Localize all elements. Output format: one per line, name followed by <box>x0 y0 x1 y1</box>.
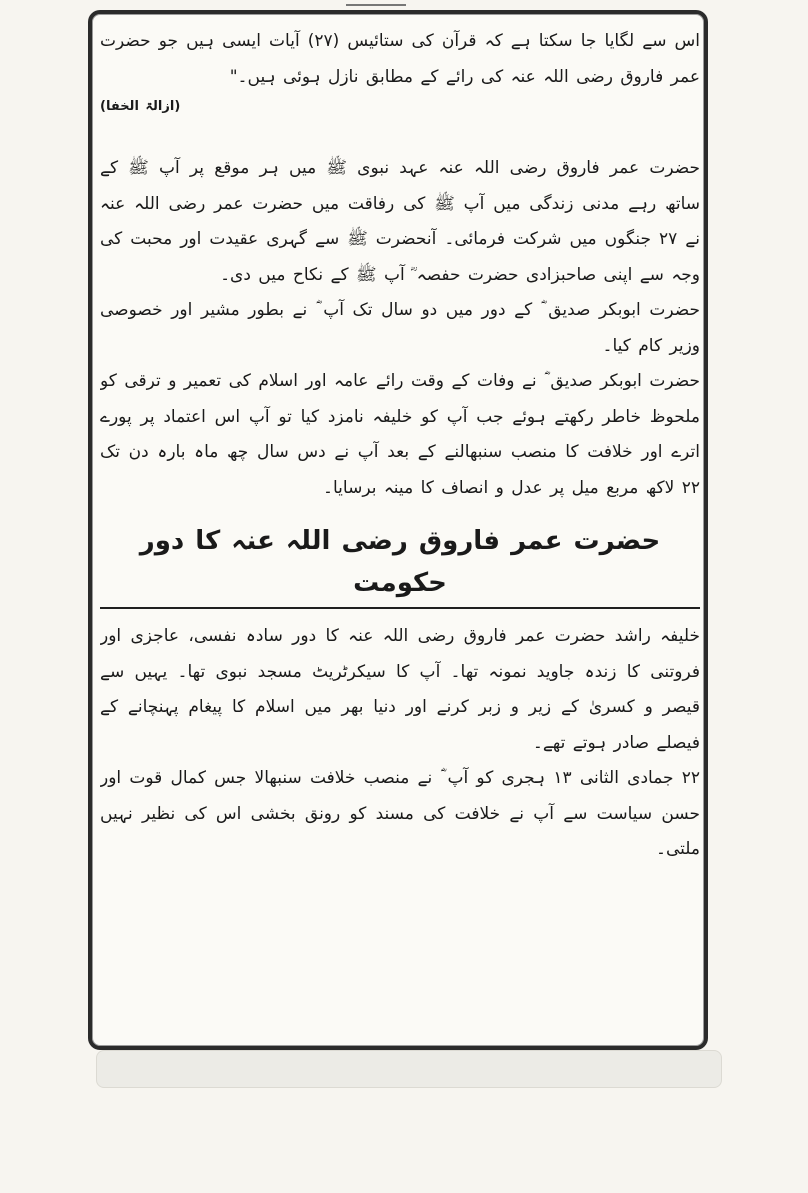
section-heading: حضرت عمر فاروق رضی اللہ عنہ کا دور حکومت <box>100 520 700 609</box>
paragraph-prophets-era: حضرت عمر فاروق رضی اللہ عنہ عہد نبوی ﷺ میں ہر موقع پر آپ ﷺ کے ساتھ رہے مدنی زندگی میں آپ ﷺ کی رفاقت میں حضرت عمر رضی اللہ عنہ نے ۲۷ جنگوں میں شرکت فرمائی۔ آنحضرت ﷺ سے گہری عقیدت اور محبت کی وجہ سے اپنی صاحبزادی حضرت حفصہ ؓ آپ ﷺ کے نکاح میں دی۔ <box>100 158 700 285</box>
paragraph-caliphate: حضرت ابوبکر صدیق ؓ نے وفات کے وقت رائے عامہ اور اسلام کی تعمیر و ترقی کو ملحوظ خاطر رکھتے ہوئے جب آپ کو خلیفہ نامزد کیا تو آپ اس اعتماد پر پورے اترے اور خلافت کا منصب سنبھالنے کے بعد آپ نے دس سال چھ ماہ بارہ دن تک ۲۲ لاکھ مربع میل پر عدل و انصاف کا مینہ برسایا۔ <box>100 371 700 498</box>
paragraph-governance: خلیفہ راشد حضرت عمر فاروق رضی اللہ عنہ کا دور سادہ نفسی، عاجزی اور فروتنی کا زندہ جاوید نمونہ تھا۔ آپ کا سیکرٹریٹ مسجد نبوی تھا۔ یہیں سے قیصر و کسریٰ کے زیر و زبر کرنے اور دنیا بھر میں اسلام کا پیغام پہنچانے کے فیصلے صادر ہوتے تھے۔ <box>100 626 700 753</box>
page-top-edge <box>346 0 406 6</box>
next-page-edge <box>96 1050 722 1088</box>
paragraph-abubakr-era: حضرت ابوبکر صدیق ؓ کے دور میں دو سال تک آپ ؓ نے بطور مشیر اور خصوصی وزیر کام کیا۔ <box>100 300 700 356</box>
paragraph-accession: ۲۲ جمادی الثانی ۱۳ ہجری کو آپ ؓ نے منصب خلافت سنبھالا جس کمال قوت اور حسن سیاست سے آپ نے خلافت کی مسند کو رونق بخشی اس کی نظیر نہیں ملتی۔ <box>100 768 700 859</box>
section-heading-wrap <box>100 520 700 609</box>
source-reference: (ازالۃ الخفا) <box>100 99 181 114</box>
spacer <box>100 119 700 151</box>
page-content <box>100 24 700 1024</box>
intro-paragraph: اس سے لگایا جا سکتا ہے کہ قرآن کی ستائیس (۲۷) آیات ایسی ہیں جو حضرت عمر فاروق رضی اللہ عنہ کی رائے کے مطابق نازل ہوئی ہیں۔" <box>100 31 700 87</box>
